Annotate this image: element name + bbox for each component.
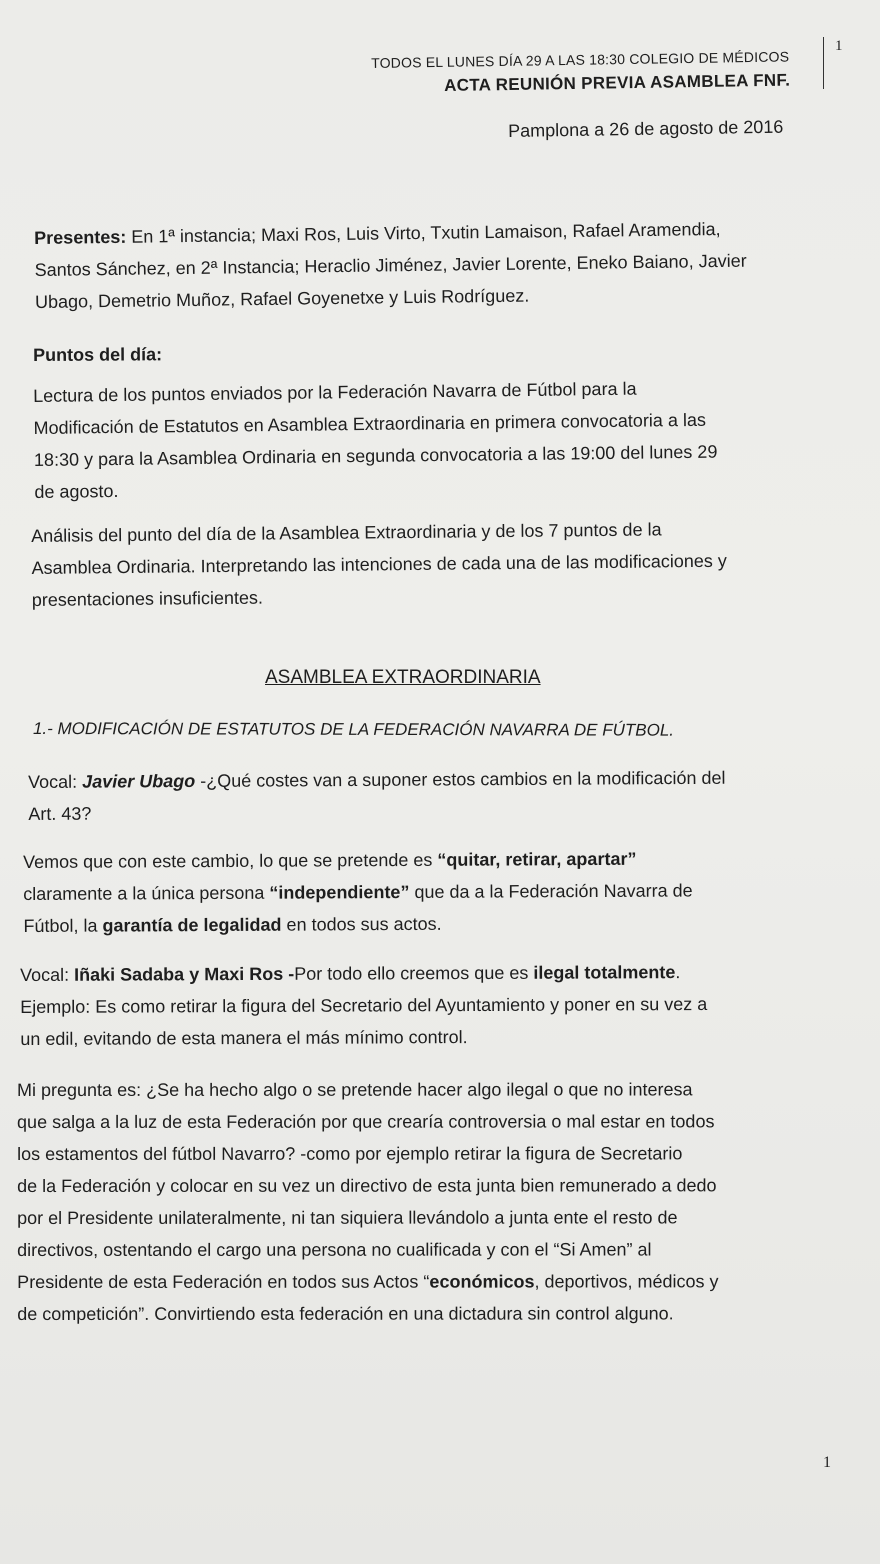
attendees-line-3: Ubago, Demetrio Muñoz, Rafael Goyenetxe y Luis Rodríguez. (34, 285, 530, 312)
question-line: Mi pregunta es: ¿Se ha hecho algo o se pretende hacer algo ilegal o que no interesa (17, 1079, 693, 1100)
agenda-paragraph-1 (33, 372, 718, 508)
attendees-paragraph (34, 213, 747, 318)
vemos-emphasis: garantía de legalidad (102, 914, 282, 936)
attendees-label: Presentes: (34, 226, 127, 248)
vocal-ubago-paragraph (28, 762, 726, 830)
vocal-statement: Por todo ello creemos que es (294, 962, 534, 984)
header-divider (823, 37, 824, 89)
agenda-line: de agosto. (34, 480, 119, 502)
question-line: por el Presidente unilateralmente, ni tan siquiera llevándolo a junta ente el resto de (17, 1207, 678, 1228)
agenda-line: Análisis del punto del día de la Asamblea Extraordinaria y de los 7 puntos de la (31, 519, 662, 546)
question-line: los estamentos del fútbol Navarro? -como por ejemplo retirar la figura de Secretario (17, 1143, 683, 1164)
section-title: ASAMBLEA EXTRAORDINARIA (265, 667, 541, 688)
agenda-line: Asamblea Ordinaria. Interpretando las intenciones de cada una de las modificaciones y (31, 550, 727, 578)
vocal-statement-end: . (675, 962, 681, 983)
question-text: , deportivos, médicos y (534, 1271, 719, 1292)
vemos-text: Vemos que con este cambio, lo que se pretende es (23, 849, 438, 872)
vemos-emphasis: “quitar, retirar, apartar” (437, 848, 637, 870)
question-line: de competición”. Convirtiendo esta federación en una dictadura sin control alguno. (17, 1303, 674, 1324)
question-line: que salga a la luz de esta Federación por que crearía controversia o mal estar en todos (17, 1111, 715, 1132)
question-line: directivos, ostentando el cargo una persona no cualificada y con el “Si Amen” al (17, 1239, 652, 1260)
item-1-title: 1.- MODIFICACIÓN DE ESTATUTOS DE LA FEDERACIÓN NAVARRA DE FÚTBOL. (32, 719, 675, 740)
question-emphasis: económicos (429, 1271, 535, 1292)
vocal-name: Javier Ubago (82, 770, 196, 792)
vemos-text: Fútbol, la (23, 915, 103, 936)
page-number-top: 1 (835, 38, 843, 54)
document-date: Pamplona a 26 de agosto de 2016 (508, 116, 784, 141)
attendees-line-1: En 1ª instancia; Maxi Ros, Luis Virto, Txutin Lamaison, Rafael Aramendia, (126, 219, 721, 247)
page-number-bottom: 1 (823, 1454, 831, 1471)
vocal-question: -¿Qué costes van a suponer estos cambios en la modificación del (195, 767, 726, 791)
vemos-text: que da a la Federación Navarra de (409, 880, 693, 902)
vocal-question-line-2: Art. 43? (28, 803, 92, 824)
vocal-names: Iñaki Sadaba y Maxi Ros - (74, 963, 295, 985)
attendees-line-2: Santos Sánchez, en 2ª Instancia; Heraclio Jiménez, Javier Lorente, Eneko Baiano, Javier (34, 250, 747, 280)
vocal-prefix: Vocal: (28, 771, 83, 792)
agenda-line: Lectura de los puntos enviados por la Federación Navarra de Fútbol para la (33, 378, 637, 406)
vocal-prefix: Vocal: (20, 964, 75, 985)
question-paragraph (17, 1073, 719, 1330)
agenda-paragraph-2 (31, 513, 727, 616)
vemos-text: claramente a la única persona (23, 882, 270, 904)
vemos-emphasis: “independiente” (269, 881, 410, 903)
vocal-example-line: un edil, evitando de esta manera el más mínimo control. (20, 1027, 468, 1049)
agenda-line: 18:30 y para la Asamblea Ordinaria en segunda convocatoria a las 19:00 del lunes 29 (33, 441, 718, 470)
header-meeting-note: TODOS EL LUNES DÍA 29 A LAS 18:30 COLEGIO DE MÉDICOS (371, 48, 790, 71)
vemos-paragraph (23, 842, 693, 942)
agenda-line: Modificación de Estatutos en Asamblea Extraordinaria en primera convocatoria a las (33, 409, 707, 438)
agenda-heading: Puntos del día: (33, 344, 163, 365)
question-line: de la Federación y colocar en su vez un directivo de esta junta bien remunerado a dedo (17, 1175, 717, 1196)
vocal-example-line: Ejemplo: Es como retirar la figura del Secretario del Ayuntamiento y poner en su vez a (20, 994, 708, 1017)
question-text: Presidente de esta Federación en todos sus Actos “ (17, 1271, 430, 1292)
vemos-text: en todos sus actos. (281, 913, 442, 935)
vocal-emphasis: ilegal totalmente (533, 962, 676, 983)
agenda-line: presentaciones insuficientes. (31, 587, 264, 610)
vocal-sadaba-ros-paragraph (20, 956, 707, 1055)
document-title: ACTA REUNIÓN PREVIA ASAMBLEA FNF. (444, 70, 791, 95)
